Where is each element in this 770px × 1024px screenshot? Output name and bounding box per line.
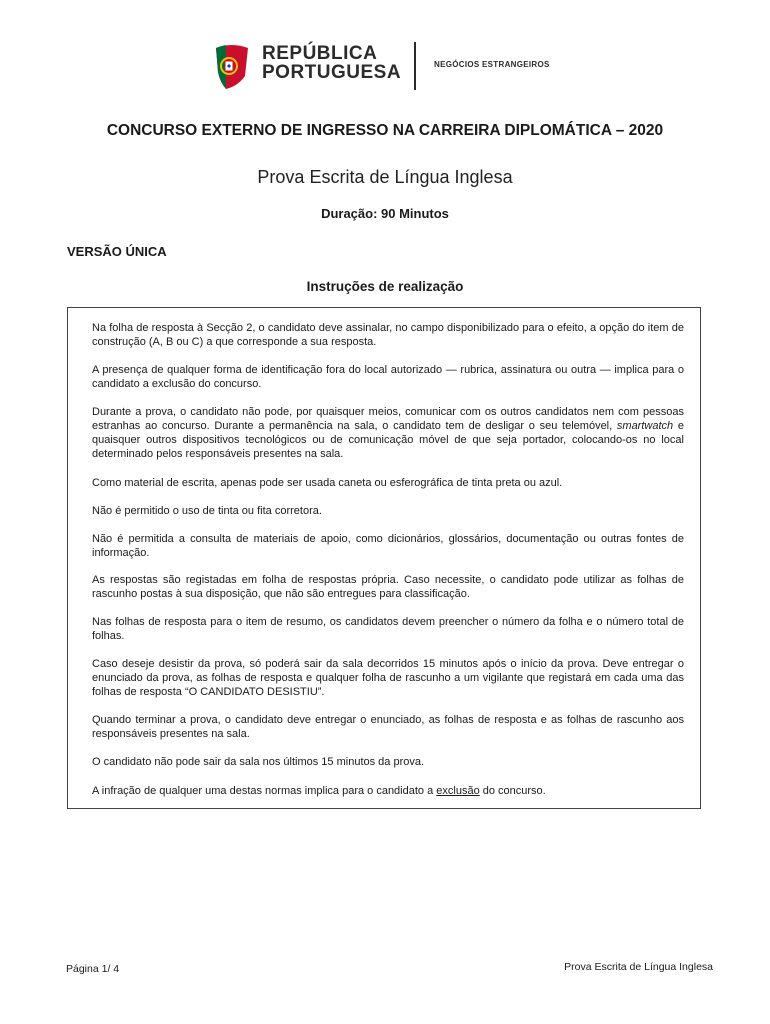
brand-name bbox=[262, 44, 401, 82]
instruction-emphasis: smartwatch bbox=[616, 420, 674, 432]
page-number: Página 1/ 4 bbox=[66, 963, 120, 975]
instruction-paragraph bbox=[92, 405, 684, 461]
instruction-paragraph: Nas folhas de resposta para o item de resumo, os candidatos devem preencher o número da folha e o número total de folhas. bbox=[92, 616, 684, 642]
footer-document-name: Prova Escrita de Língua Inglesa bbox=[564, 961, 713, 973]
instruction-paragraph: As respostas são registadas em folha de respostas própria. Caso necessite, o candidato pode utilizar as folhas de rascunho postas à sua disposição, que não são entregues para classificação. bbox=[92, 574, 684, 600]
instructions-box bbox=[67, 307, 701, 809]
brand-line2: PORTUGUESA bbox=[262, 62, 402, 83]
instruction-text: e quaisquer outros dispositivos tecnológicos ou de comunicação móvel de que seja portador, colocando-os no local determinado pelos responsáveis presentes na sala. bbox=[92, 420, 684, 460]
document-subtitle: Prova Escrita de Língua Inglesa bbox=[257, 167, 513, 187]
header-divider bbox=[414, 42, 416, 90]
instruction-text: Durante a prova, o candidato não pode, por quaisquer meios, comunicar com os outros candidatos nem com pessoas estranhas ao concurso. Durante a permanência na sala, o candidato tem de desligar o seu telemóvel, bbox=[92, 406, 684, 432]
ministry-name: NEGÓCIOS ESTRANGEIROS bbox=[434, 60, 550, 69]
instruction-paragraph: Como material de escrita, apenas pode ser usada caneta ou esferográfica de tinta preta ou azul. bbox=[92, 477, 563, 489]
document-title: CONCURSO EXTERNO DE INGRESSO NA CARREIRA DIPLOMÁTICA – 2020 bbox=[106, 122, 664, 139]
exam-version: VERSÃO ÚNICA bbox=[67, 244, 167, 259]
header-logo bbox=[212, 40, 572, 92]
instruction-paragraph bbox=[92, 784, 684, 798]
instructions-heading: Instruções de realização bbox=[306, 279, 464, 294]
instruction-paragraph: A presença de qualquer forma de identificação fora do local autorizado — rubrica, assinatura ou outra — implica para o candidato a exclusão do concurso. bbox=[92, 364, 684, 390]
brand-line1: REPÚBLICA bbox=[262, 43, 378, 64]
instruction-paragraph: Caso deseje desistir da prova, só poderá sair da sala decorridos 15 minutos após o início da prova. Deve entregar o enunciado da prova, as folhas de resposta e qualquer folha de rascunho a um vigilante que registará em cada uma das folhas de resposta “O CANDIDATO DESISTIU”. bbox=[92, 658, 684, 698]
instruction-text: A infração de qualquer uma destas normas implica para o candidato a bbox=[92, 785, 437, 797]
instruction-paragraph: Não é permitido o uso de tinta ou fita corretora. bbox=[92, 505, 322, 517]
instruction-paragraph: O candidato não pode sair da sala nos últimos 15 minutos da prova. bbox=[92, 756, 425, 768]
instruction-text: do concurso. bbox=[479, 785, 546, 797]
instruction-paragraph: Na folha de resposta à Secção 2, o candidato deve assinalar, no campo disponibilizado para o efeito, a opção do item de construção (A, B ou C) a que corresponde a sua resposta. bbox=[92, 322, 684, 348]
instruction-paragraph: Quando terminar a prova, o candidato deve entregar o enunciado, as folhas de resposta e as folhas de rascunho aos responsáveis presentes na sala. bbox=[92, 714, 684, 740]
instruction-underlined: exclusão bbox=[436, 785, 480, 797]
exam-duration: Duração: 90 Minutos bbox=[321, 206, 449, 221]
portugal-crest-icon bbox=[212, 42, 252, 90]
instruction-paragraph: Não é permitida a consulta de materiais de apoio, como dicionários, glossários, documentação ou outras fontes de informação. bbox=[92, 533, 684, 559]
